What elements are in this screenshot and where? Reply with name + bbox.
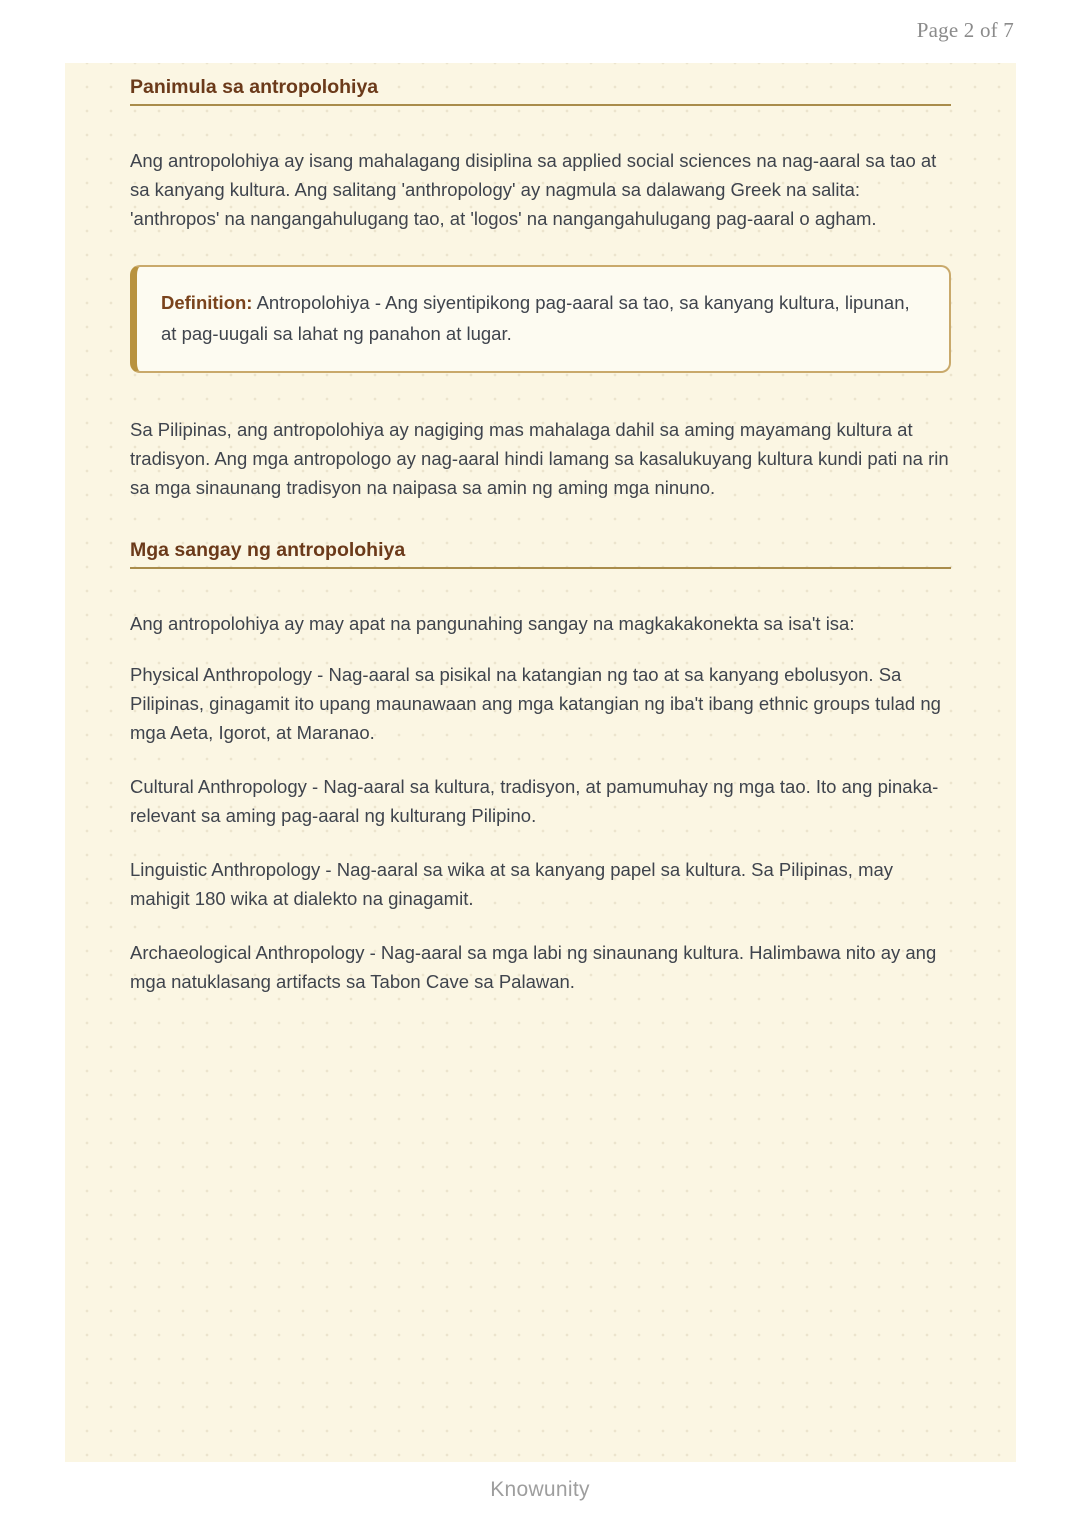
heading-divider bbox=[130, 104, 951, 106]
section-panimula bbox=[130, 75, 951, 502]
branches-intro-paragraph: Ang antropolohiya ay may apat na pangunahing sangay na magkakakonekta sa isa't isa: bbox=[130, 613, 855, 634]
branch-paragraph-physical: Physical Anthropology - Nag-aaral sa pisikal na katangian ng tao at sa kanyang ebolusyon. Sa Pilipinas, ginagamit ito upang maunawaan ang mga katangian ng iba't ibang ethnic groups tulad ng mga Aeta, Igorot, at Maranao. bbox=[130, 664, 941, 743]
branch-paragraph-linguistic: Linguistic Anthropology - Nag-aaral sa wika at sa kanyang papel sa kultura. Sa Pilipinas, may mahigit 180 wika at dialekto na ginagamit. bbox=[130, 859, 894, 909]
page-number: Page 2 of 7 bbox=[916, 18, 1014, 42]
note-sheet bbox=[65, 63, 1016, 1462]
paragraph: Ang antropolohiya ay isang mahalagang disiplina sa applied social sciences na nag-aaral sa tao at sa kanyang kultura. Ang salitang 'anthropology' ay nagmula sa dalawang Greek na salita: 'anthropos' na nangangahulugang tao, at 'logos' na nangangahulugang pag-aaral o agham. bbox=[130, 150, 937, 229]
section-mga-sangay bbox=[130, 538, 951, 996]
section-heading: Panimula sa antropolohiya bbox=[130, 76, 379, 98]
definition-text: Antropolohiya - Ang siyentipikong pag-aaral sa tao, sa kanyang kultura, lipunan, at pag-uugali sa lahat ng panahon at lugar. bbox=[161, 292, 910, 344]
branch-paragraph-archaeological: Archaeological Anthropology - Nag-aaral sa mga labi ng sinaunang kultura. Halimbawa nito ay ang mga natuklasang artifacts sa Tabon Cave sa Palawan. bbox=[130, 942, 937, 992]
footer-brand: Knowunity bbox=[490, 1478, 590, 1501]
section-heading: Mga sangay ng antropolohiya bbox=[130, 539, 406, 561]
branch-paragraph-cultural: Cultural Anthropology - Nag-aaral sa kultura, tradisyon, at pamumuhay ng mga tao. Ito ang pinaka-relevant sa aming pag-aaral ng kulturang Pilipino. bbox=[130, 776, 939, 826]
heading-divider bbox=[130, 567, 951, 569]
definition-label: Definition: bbox=[161, 292, 253, 313]
paragraph: Sa Pilipinas, ang antropolohiya ay nagiging mas mahalaga dahil sa aming mayamang kultura at tradisyon. Ang mga antropologo ay nag-aaral hindi lamang sa kasalukuyang kultura kundi pati na rin sa mga sinaunang tradisyon na naipasa sa amin ng aming mga ninuno. bbox=[130, 419, 949, 498]
definition-callout bbox=[130, 265, 951, 373]
